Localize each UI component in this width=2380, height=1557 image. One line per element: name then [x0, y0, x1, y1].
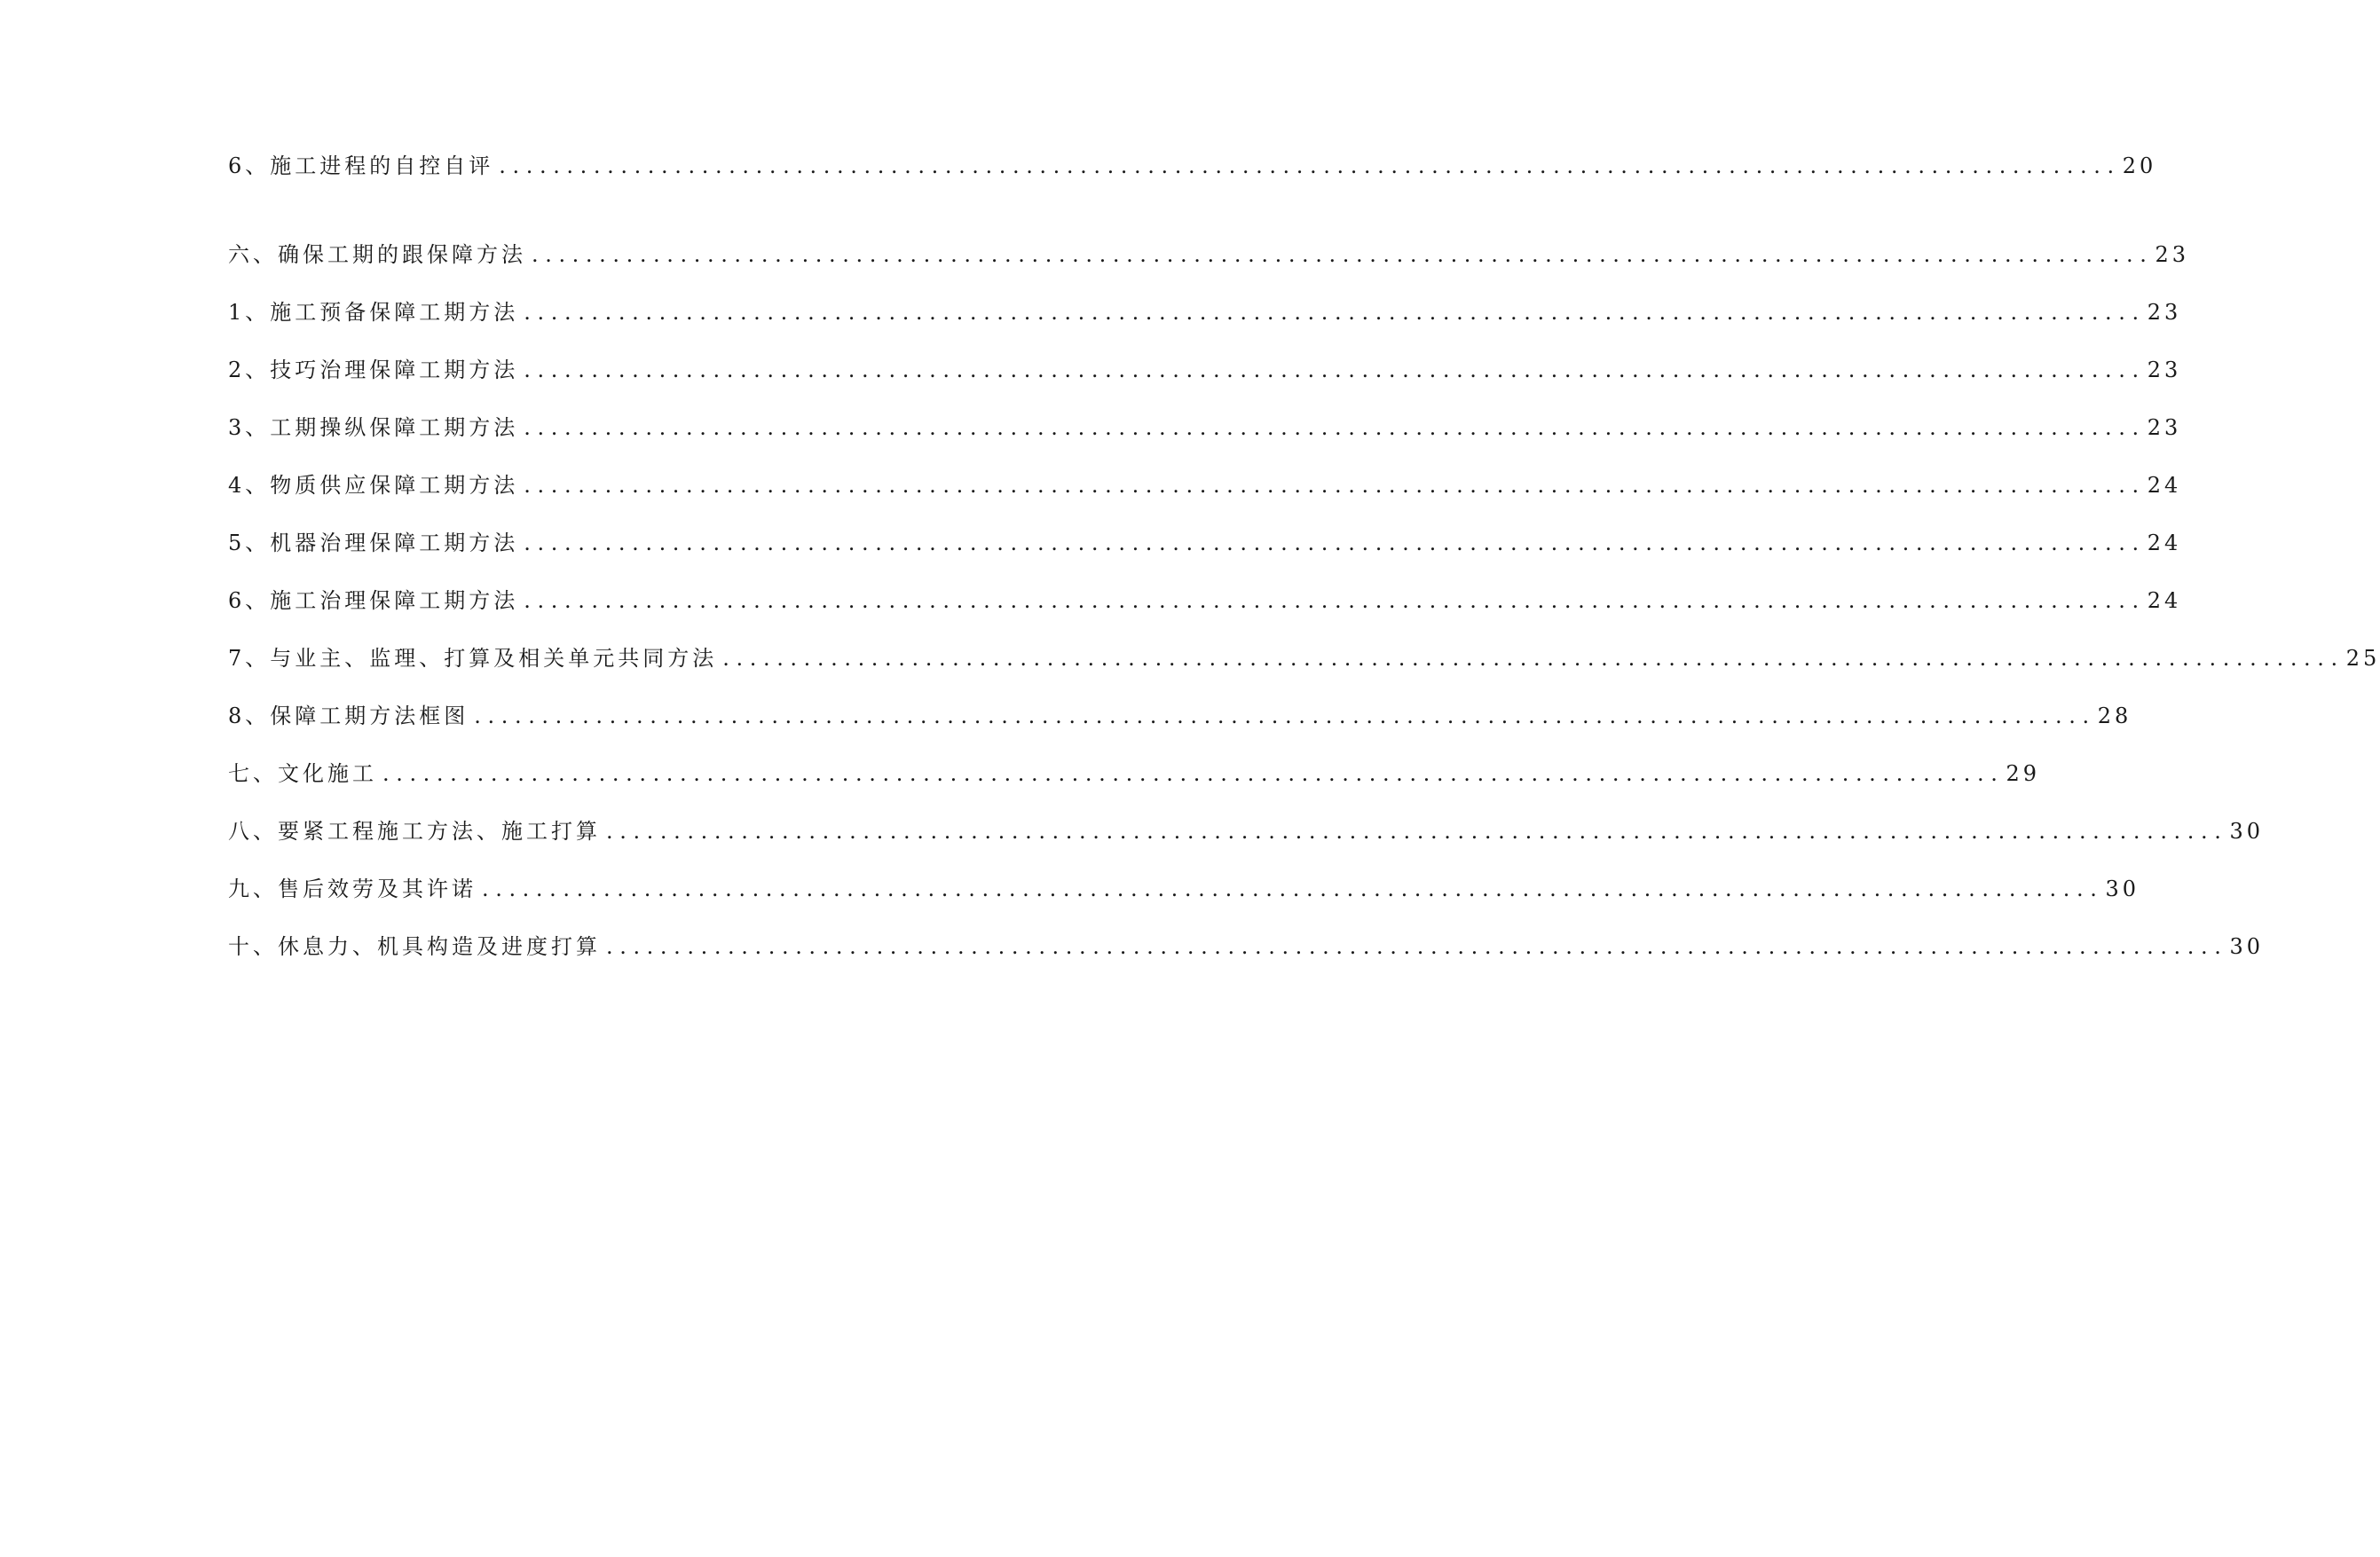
toc-entry-page: 23 [2147, 300, 2182, 325]
toc-entry-label: 十、休息力、机具构造及进度打算 [228, 934, 601, 959]
toc-entry-label: 六、确保工期的跟保障方法 [228, 242, 526, 267]
toc-entry-label: 6、施工进程的自控自评 [228, 153, 494, 178]
toc-entry[interactable] [228, 845, 2140, 902]
toc-dot-leader: ........................................................................................................................ [532, 242, 2154, 267]
toc-dot-leader: ........................................................................................................................ [722, 646, 2345, 671]
toc-entry[interactable] [228, 729, 2041, 787]
toc-entry-label: 3、工期操纵保障工期方法 [228, 415, 519, 440]
toc-entry[interactable] [228, 787, 2265, 845]
toc-dot-leader: ........................................................................................................................ [482, 877, 2104, 901]
toc-entry-label: 九、售后效劳及其许诺 [228, 877, 477, 901]
toc-entry-page: 30 [2229, 934, 2265, 959]
toc-dot-leader: ........................................................................................................................ [499, 153, 2121, 178]
toc-entry-page: 23 [2155, 242, 2190, 267]
toc-entry-label: 5、机器治理保障工期方法 [228, 531, 519, 555]
toc-entry-page: 20 [2122, 153, 2157, 178]
toc-entry-page: 30 [2229, 819, 2265, 844]
toc-entry-page: 24 [2147, 588, 2182, 613]
toc-entry[interactable] [228, 210, 2190, 268]
toc-entry[interactable] [228, 902, 2265, 960]
toc-entry[interactable] [228, 441, 2182, 499]
toc-entry-label: 1、施工预备保障工期方法 [228, 300, 519, 325]
toc-entry-page: 24 [2147, 473, 2182, 498]
toc-entry-page: 25 [2345, 646, 2380, 671]
toc-dot-leader: ........................................................................................................................ [524, 531, 2146, 555]
toc-entry-page: 23 [2147, 415, 2182, 440]
toc-entry[interactable] [228, 499, 2182, 556]
toc-dot-leader: ........................................................................................................................ [524, 588, 2146, 613]
toc-entry[interactable] [228, 383, 2182, 441]
toc-dot-leader: ........................................................................................................................ [524, 415, 2146, 440]
toc-entry-label: 8、保障工期方法框图 [228, 704, 469, 728]
toc-dot-leader: ........................................................................................................................ [474, 704, 2096, 728]
toc-entry-page: 24 [2147, 531, 2182, 555]
toc-dot-leader: ........................................................................................................................ [606, 819, 2228, 844]
toc-entry-label: 4、物质供应保障工期方法 [228, 473, 519, 498]
table-of-contents [228, 153, 2380, 960]
toc-entry[interactable] [228, 672, 2132, 729]
toc-dot-leader: ........................................................................................................................ [524, 358, 2146, 382]
toc-dot-leader: ........................................................................................................................ [382, 761, 2005, 786]
toc-entry-label: 7、与业主、监理、打算及相关单元共同方法 [228, 646, 718, 671]
toc-entry[interactable] [228, 326, 2182, 383]
toc-entry-label: 2、技巧治理保障工期方法 [228, 358, 519, 382]
toc-entry-label: 八、要紧工程施工方法、施工打算 [228, 819, 601, 844]
toc-entry-label: 6、施工治理保障工期方法 [228, 588, 519, 613]
toc-entry[interactable] [228, 153, 2157, 179]
toc-entry[interactable] [228, 556, 2182, 614]
toc-entry[interactable] [228, 268, 2182, 326]
toc-dot-leader: ........................................................................................................................ [524, 300, 2146, 325]
toc-entry-page: 30 [2105, 877, 2140, 901]
toc-dot-leader: ........................................................................................................................ [606, 934, 2228, 959]
toc-entry-label: 七、文化施工 [228, 761, 377, 786]
toc-entry-page: 29 [2006, 761, 2041, 786]
toc-entry-page: 28 [2097, 704, 2132, 728]
toc-dot-leader: ........................................................................................................................ [524, 473, 2146, 498]
toc-entry[interactable] [228, 614, 2380, 672]
toc-entry-page: 23 [2147, 358, 2182, 382]
